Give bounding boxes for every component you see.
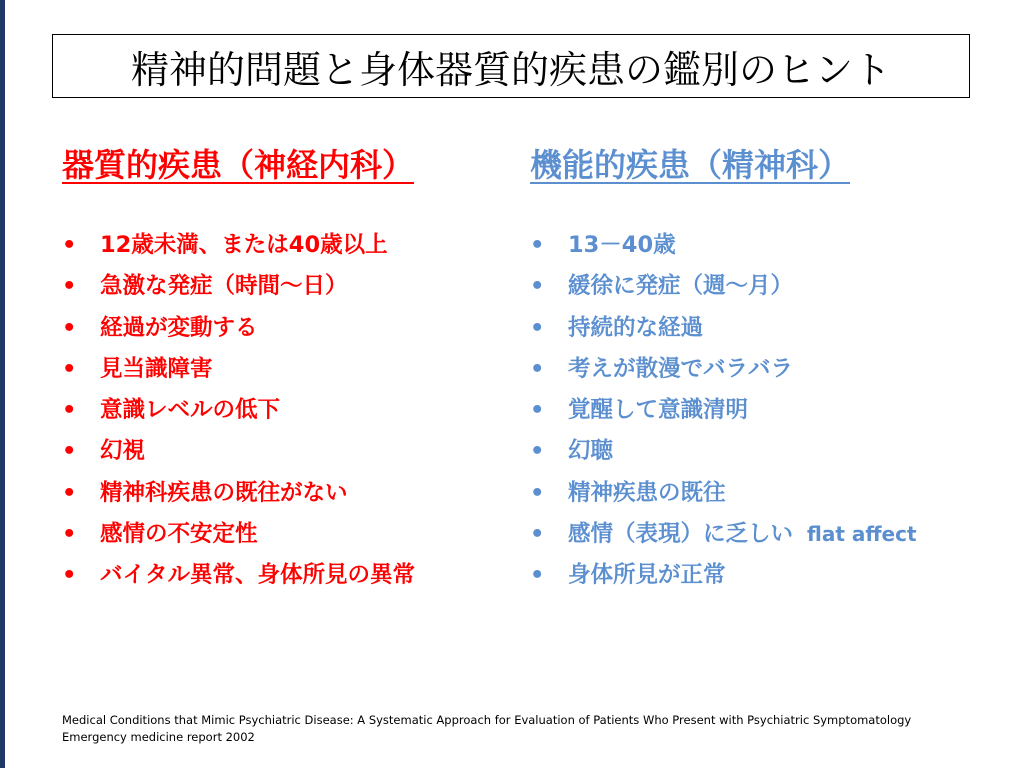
bullet-icon: • bbox=[530, 273, 545, 300]
bullet-icon: • bbox=[530, 562, 545, 589]
bullet-icon: • bbox=[62, 273, 77, 300]
list-item bbox=[62, 228, 415, 269]
bullet-icon: • bbox=[530, 355, 545, 382]
bullet-icon: • bbox=[530, 521, 545, 548]
list-item-text: 見当識障害 bbox=[100, 355, 213, 382]
list-item bbox=[530, 434, 917, 475]
organic-disease-list bbox=[62, 228, 415, 600]
list-item bbox=[530, 352, 917, 393]
bullet-icon: • bbox=[62, 562, 77, 589]
citation-title: Medical Conditions that Mimic Psychiatric Disease: A Systematic Approach for Evaluation of Patients Who Present with Psychiatric Symptomatology bbox=[62, 713, 912, 727]
list-item-text: 意識レベルの低下 bbox=[100, 397, 281, 424]
functional-disease-list bbox=[530, 228, 917, 600]
list-item-text: 精神疾患の既往 bbox=[568, 479, 726, 506]
list-item bbox=[530, 269, 917, 310]
bullet-icon: • bbox=[62, 438, 77, 465]
bullet-icon: • bbox=[530, 232, 545, 258]
bullet-icon: • bbox=[530, 314, 545, 341]
list-item-text: 持続的な経過 bbox=[568, 314, 704, 341]
list-item-text: 経過が変動する bbox=[100, 314, 258, 341]
list-item bbox=[62, 517, 415, 558]
list-item-text: 13－40歳 bbox=[568, 232, 676, 258]
flat-affect-term: flat affect bbox=[807, 522, 917, 547]
list-item bbox=[530, 558, 917, 599]
bullet-icon: • bbox=[62, 314, 77, 341]
list-item-text: 考えが散漫でバラバラ bbox=[568, 355, 794, 382]
list-item-text: 身体所見が正常 bbox=[568, 562, 726, 589]
list-item-text: 幻視 bbox=[100, 438, 146, 465]
list-item bbox=[62, 269, 415, 310]
list-item bbox=[62, 558, 415, 599]
title-box bbox=[52, 34, 970, 98]
citation-source: Emergency medicine report 2002 bbox=[62, 730, 255, 744]
slide-left-border bbox=[0, 0, 5, 768]
bullet-icon: • bbox=[62, 232, 77, 258]
bullet-icon: • bbox=[62, 521, 77, 548]
list-item-text: 緩徐に発症（週～月） bbox=[568, 273, 794, 300]
list-item bbox=[530, 476, 917, 517]
functional-disease-heading: 機能的疾患（精神科） bbox=[530, 146, 851, 184]
list-item-text: 覚醒して意識清明 bbox=[568, 397, 749, 424]
list-item-text: 急激な発症（時間～日） bbox=[100, 273, 348, 300]
list-item bbox=[530, 311, 917, 352]
bullet-icon: • bbox=[62, 397, 77, 424]
bullet-icon: • bbox=[62, 355, 77, 382]
list-item bbox=[530, 228, 917, 269]
bullet-icon: • bbox=[530, 397, 545, 424]
organic-disease-heading: 器質的疾患（神経内科） bbox=[62, 146, 415, 184]
list-item bbox=[62, 476, 415, 517]
list-item bbox=[62, 352, 415, 393]
list-item bbox=[62, 434, 415, 475]
bullet-icon: • bbox=[62, 479, 77, 506]
list-item bbox=[530, 517, 917, 558]
list-item-text: 感情の不安定性 bbox=[100, 521, 258, 548]
list-item-text: バイタル異常、身体所見の異常 bbox=[100, 562, 416, 589]
list-item bbox=[62, 311, 415, 352]
bullet-icon: • bbox=[530, 438, 545, 465]
list-item bbox=[530, 393, 917, 434]
bullet-icon: • bbox=[530, 479, 545, 506]
list-item bbox=[62, 393, 415, 434]
list-item-text: 幻聴 bbox=[568, 438, 614, 465]
citation bbox=[62, 712, 911, 746]
slide-title: 精神的問題と身体器質的疾患の鑑別のヒント bbox=[130, 47, 891, 92]
list-item-text: 精神科疾患の既往がない bbox=[100, 479, 348, 506]
list-item-text: 感情（表現）に乏しい bbox=[568, 521, 794, 548]
list-item-text: 12歳未満、または40歳以上 bbox=[100, 232, 388, 258]
